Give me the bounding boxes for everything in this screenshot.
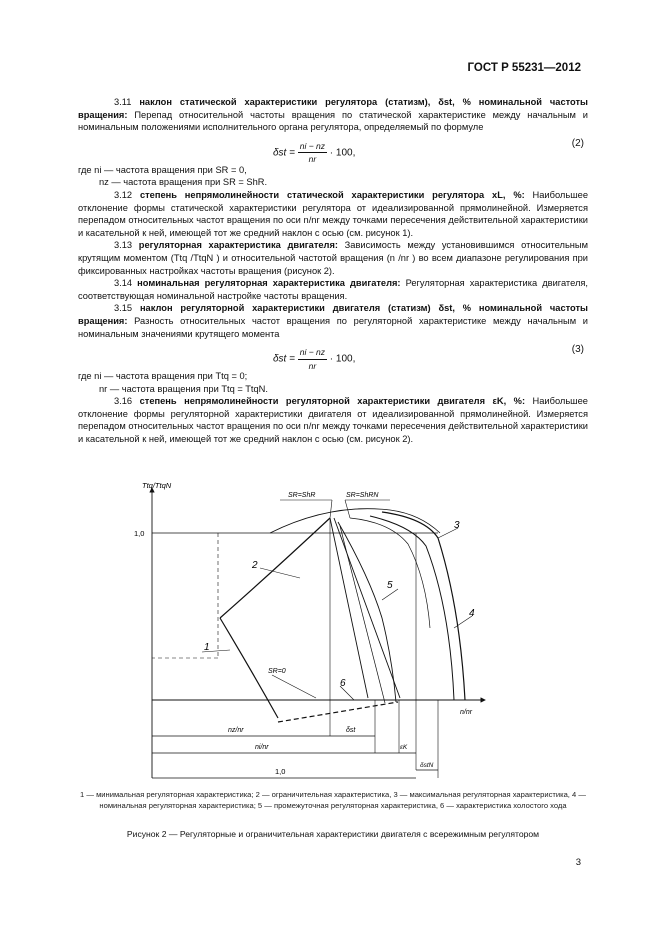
- where-line: nr — частота вращения при Ttq = TtqN.: [99, 383, 268, 394]
- where-line: nz — частота вращения при SR = ShR.: [99, 177, 268, 188]
- term-body: Регуляторная характеристика двигателя, соответствующая номинальной настройке частоты вращения.: [78, 278, 588, 301]
- clause-number: 3.16: [114, 396, 140, 407]
- callout-1: 1: [204, 642, 210, 653]
- paragraph-3-16: [78, 395, 588, 445]
- clause-number: 3.13: [114, 240, 139, 251]
- term-body: Зависимость между установившимся относительным крутящим моментом (Ttq /TtqN ) и относительной частотой вращения (n /nr ) во всем диапазоне регулирования при фиксированных настройках частоты вращения (рисунок 2).: [78, 240, 588, 276]
- curve-5-intermediate: [338, 522, 396, 702]
- body-text-upper: [78, 96, 588, 446]
- page-number: 3: [575, 857, 581, 868]
- formula-3: [78, 340, 588, 370]
- curve-5-intermediate: [334, 518, 400, 698]
- fraction: $\frac{ni - nz}{nr}$: [299, 347, 326, 371]
- term-title: номинальная регуляторная характеристика двигателя:: [137, 278, 401, 289]
- clause-number: 3.14: [114, 278, 138, 289]
- x-axis-label: n/nr: [460, 709, 473, 716]
- formula-number: (2): [571, 137, 584, 149]
- delta-stn-label: δstN: [420, 762, 434, 769]
- term-title: степень непрямолинейности регуляторной характеристики двигателя εK, %:: [139, 396, 526, 407]
- callout-5: 5: [387, 580, 393, 591]
- nz-label: nz/nr: [228, 727, 244, 734]
- formula-expression: δst = $\frac{ni - nz}{nr}$ · 100,: [273, 347, 356, 371]
- formula-expression: δst = $\frac{ni - nz}{nr}$ · 100,: [273, 140, 356, 165]
- paragraph-3-12: [78, 189, 588, 239]
- where-line: где ni — частота вращения при SR = 0,: [78, 164, 247, 175]
- sr-shrn-label: SR=ShRN: [346, 492, 379, 499]
- term-body: Разность относительных частот вращения по регуляторной характеристике между начальным и номинальным значениями крутящего момента: [78, 315, 588, 339]
- curve-4-nominal: [370, 516, 454, 700]
- curve-6-idle: [278, 702, 398, 722]
- paragraph-3-13: [78, 239, 588, 277]
- leader-line: [345, 500, 350, 518]
- eps-k-label: εK: [400, 744, 408, 751]
- term-body: Наибольшее отклонение формы регуляторной характеристики двигателя от идеализированной прямолинейной. Измеряется перепадом относительных частот вращения по оси n/nr между точками пересечения действительной характеристики и касательной к ней, имеющей тот же средний наклон с осью (см. рисунок 2).: [78, 396, 588, 445]
- x-one-label: 1,0: [275, 767, 286, 776]
- figure-2-diagram: [120, 478, 500, 783]
- fraction: $\frac{ni - nz}{nr}$: [299, 140, 326, 165]
- paragraph-3-15: [78, 302, 588, 340]
- curve-5-intermediate: [340, 526, 385, 703]
- clause-number: 3.11: [114, 97, 140, 107]
- figure-title: Рисунок 2 — Регуляторные и ограничительная характеристики двигателя с всережимным регулятором: [126, 829, 540, 839]
- term-body: Перепад относительной частоты вращения по статической характеристике между начальным и номинальным положениями исполнительного органа регулятора, определяемый по формуле: [78, 109, 588, 133]
- delta-st-label: δst: [346, 727, 356, 734]
- leader-line: [272, 675, 316, 698]
- curve-5-intermediate: [330, 518, 368, 698]
- leader-line: [330, 500, 332, 518]
- term-title: наклон регуляторной характеристики двигателя (статизм) δst, % номинальной частоты вращения:: [78, 303, 588, 326]
- term-title: регуляторная характеристика двигателя:: [138, 240, 338, 251]
- clause-number: 3.15: [114, 303, 140, 314]
- y-axis-label: Ttq/TtqN: [142, 481, 172, 490]
- figure-legend: 1 — минимальная регуляторная характеристика; 2 — ограничительная характеристика, 3 — максимальная регуляторная характеристика, 4 — номинальная регуляторная характеристика; 5 — промежуточная регуляторная характеристика, 6 — характеристика холостого хода: [80, 790, 586, 810]
- callout-3: 3: [454, 520, 460, 531]
- where-line: где ni — частота вращения при Ttq = 0;: [78, 371, 248, 382]
- paragraph-3-11: [78, 96, 588, 134]
- paragraph-3-14: [78, 277, 588, 302]
- formula-2: [78, 134, 588, 164]
- formula-number: (3): [571, 344, 584, 356]
- curve-top-dome: [270, 509, 440, 533]
- term-body: Наибольшее отклонение формы статической характеристики регулятора от идеализированной прямолинейной. Измеряется перепадом относительных частот вращения по оси n/nr между точками пересечения действительной характеристики и касательной к ней, имеющей тот же средний наклон с осью (см. рисунок 1).: [78, 189, 588, 238]
- term-title: степень непрямолинейности статической характеристики регулятора xL, %:: [139, 189, 525, 200]
- term-title: наклон статической характеристики регулятора (статизм), δst, % номинальной частоты вращения:: [78, 97, 588, 120]
- sr-shr-label: SR=ShR: [288, 492, 316, 499]
- y-one-label: 1,0: [134, 529, 145, 538]
- clause-number: 3.12: [114, 189, 140, 200]
- ni-label: ni/nr: [255, 744, 269, 751]
- callout-4: 4: [469, 608, 475, 619]
- callout-6: 6: [340, 678, 346, 689]
- sr-zero-label: SR=0: [268, 668, 286, 675]
- callout-2: 2: [252, 560, 258, 571]
- document-header: ГОСТ Р 55231—2012: [467, 62, 581, 74]
